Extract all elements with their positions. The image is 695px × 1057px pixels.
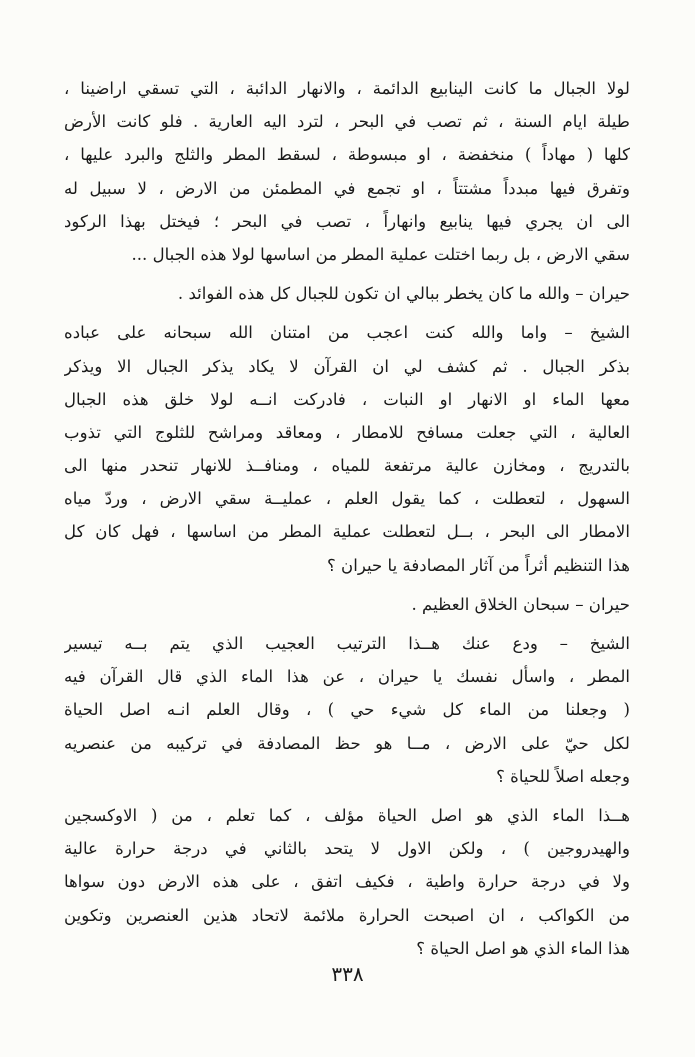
text-line: كلها ( مهاداً ) منخفضة ، او مبسوطة ، لسقط المطر والثلج والبرد عليها ، <box>64 145 630 165</box>
text-line: بالتدريج ، ومخازن عالية مرتفعة للمياه ، ومنافــذ للانهار تنحدر منها الى <box>64 456 630 476</box>
paragraph-mountains-rivers <box>64 72 630 271</box>
text-line: السهول ، لتعطلت ، كما يقول العلم ، عمليــة سقي الارض ، وردّ مياه <box>64 489 630 509</box>
paragraph-sheikh-water <box>64 627 630 793</box>
quran-verse-line: ( وجعلنا من الماء كل شيء حي ) ، وقال العلم انـه اصل الحياة <box>64 700 630 720</box>
text-line: المطر ، واسأل نفسك يا حيران ، عن هذا الماء الذي قال القرآن فيه <box>64 667 630 687</box>
text-line: سقي الارض ، بل ربما اختلت عملية المطر من اساسها لولا هذه الجبال ... <box>131 244 630 264</box>
text-line: معها الماء او الانهار او النبات ، فادركت انــه لولا خلق هذه الجبال <box>64 389 630 409</box>
text-line: الامطار الى البحر ، بــل لتعطلت عملية المطر من اساسها ، فهل كان كل <box>64 522 630 542</box>
text-line: الشيخ – واما والله كنت اعجب من امتنان الله سبحانه على عباده <box>64 323 630 343</box>
text-line: لكل حيّ على الارض ، مــا هو حظ المصادفة في تركيبه من عنصريه <box>64 733 630 753</box>
paragraph-sheikh-mountains <box>64 316 630 582</box>
text-line: ولا في درجة حرارة واطية ، فكيف اتفق ، على هذه الارض دون سواها <box>64 872 630 892</box>
text-line: حيران – سبحان الخلاق العظيم . <box>411 594 630 614</box>
text-line: طيلة ايام السنة ، ثم تصب في البحر ، لترد اليه العارية . فلو كانت الأرض <box>64 112 630 132</box>
page-number: ٣٣٨ <box>331 962 364 986</box>
text-line: لولا الجبال ما كانت الينابيع الدائمة ، والانهار الدائبة ، التي تسقي اراضينا ، <box>64 79 630 98</box>
paragraph-hayran-reply-2 <box>64 588 630 621</box>
paragraph-water-composition <box>64 799 630 965</box>
text-line: هذا التنظيم أثراً من آثار المصادفة يا حيران ؟ <box>326 555 630 575</box>
text-line: هذا الماء الذي هو اصل الحياة ؟ <box>416 938 630 958</box>
text-line: الى ان يجري فيها ينابيع وانهاراً ، تصب في البحر ؛ فيختل بهذا الركود <box>64 211 630 231</box>
text-line: الشيخ – ودع عنك هــذا الترتيب العجيب الذي يتم بــه تيسير <box>64 634 630 653</box>
text-line: من الكواكب ، ان اصبحت الحرارة ملائمة لاتحاد هذين العنصرين وتكوين <box>64 905 630 925</box>
text-line: هــذا الماء الذي هو اصل الحياة مؤلف ، كما تعلم ، من ( الاوكسجين <box>64 805 630 825</box>
text-line: وتفرق فيها مبدداً مشتتاً ، او تجمع في المطمئن من الارض ، لا سبيل له <box>64 178 630 198</box>
text-line: حيران – والله ما كان يخطر ببالي ان تكون للجبال كل هذه الفوائد . <box>177 284 630 304</box>
text-line: العالية ، التي جعلت مسافح للامطار ، ومعاقد ومراشح للثلوج التي تذوب <box>64 422 630 442</box>
page-body-text <box>64 72 630 965</box>
text-line: وجعله اصلاً للحياة ؟ <box>496 766 630 786</box>
text-line: بذكر الجبال . ثم كشف لي ان القرآن لا يكاد يذكر الجبال الا ويذكر <box>64 356 630 376</box>
text-line: والهيدروجين ) ، ولكن الاول لا يتحد بالثاني في درجة حرارة عالية <box>64 839 630 859</box>
paragraph-hayran-reply-1 <box>64 277 630 310</box>
